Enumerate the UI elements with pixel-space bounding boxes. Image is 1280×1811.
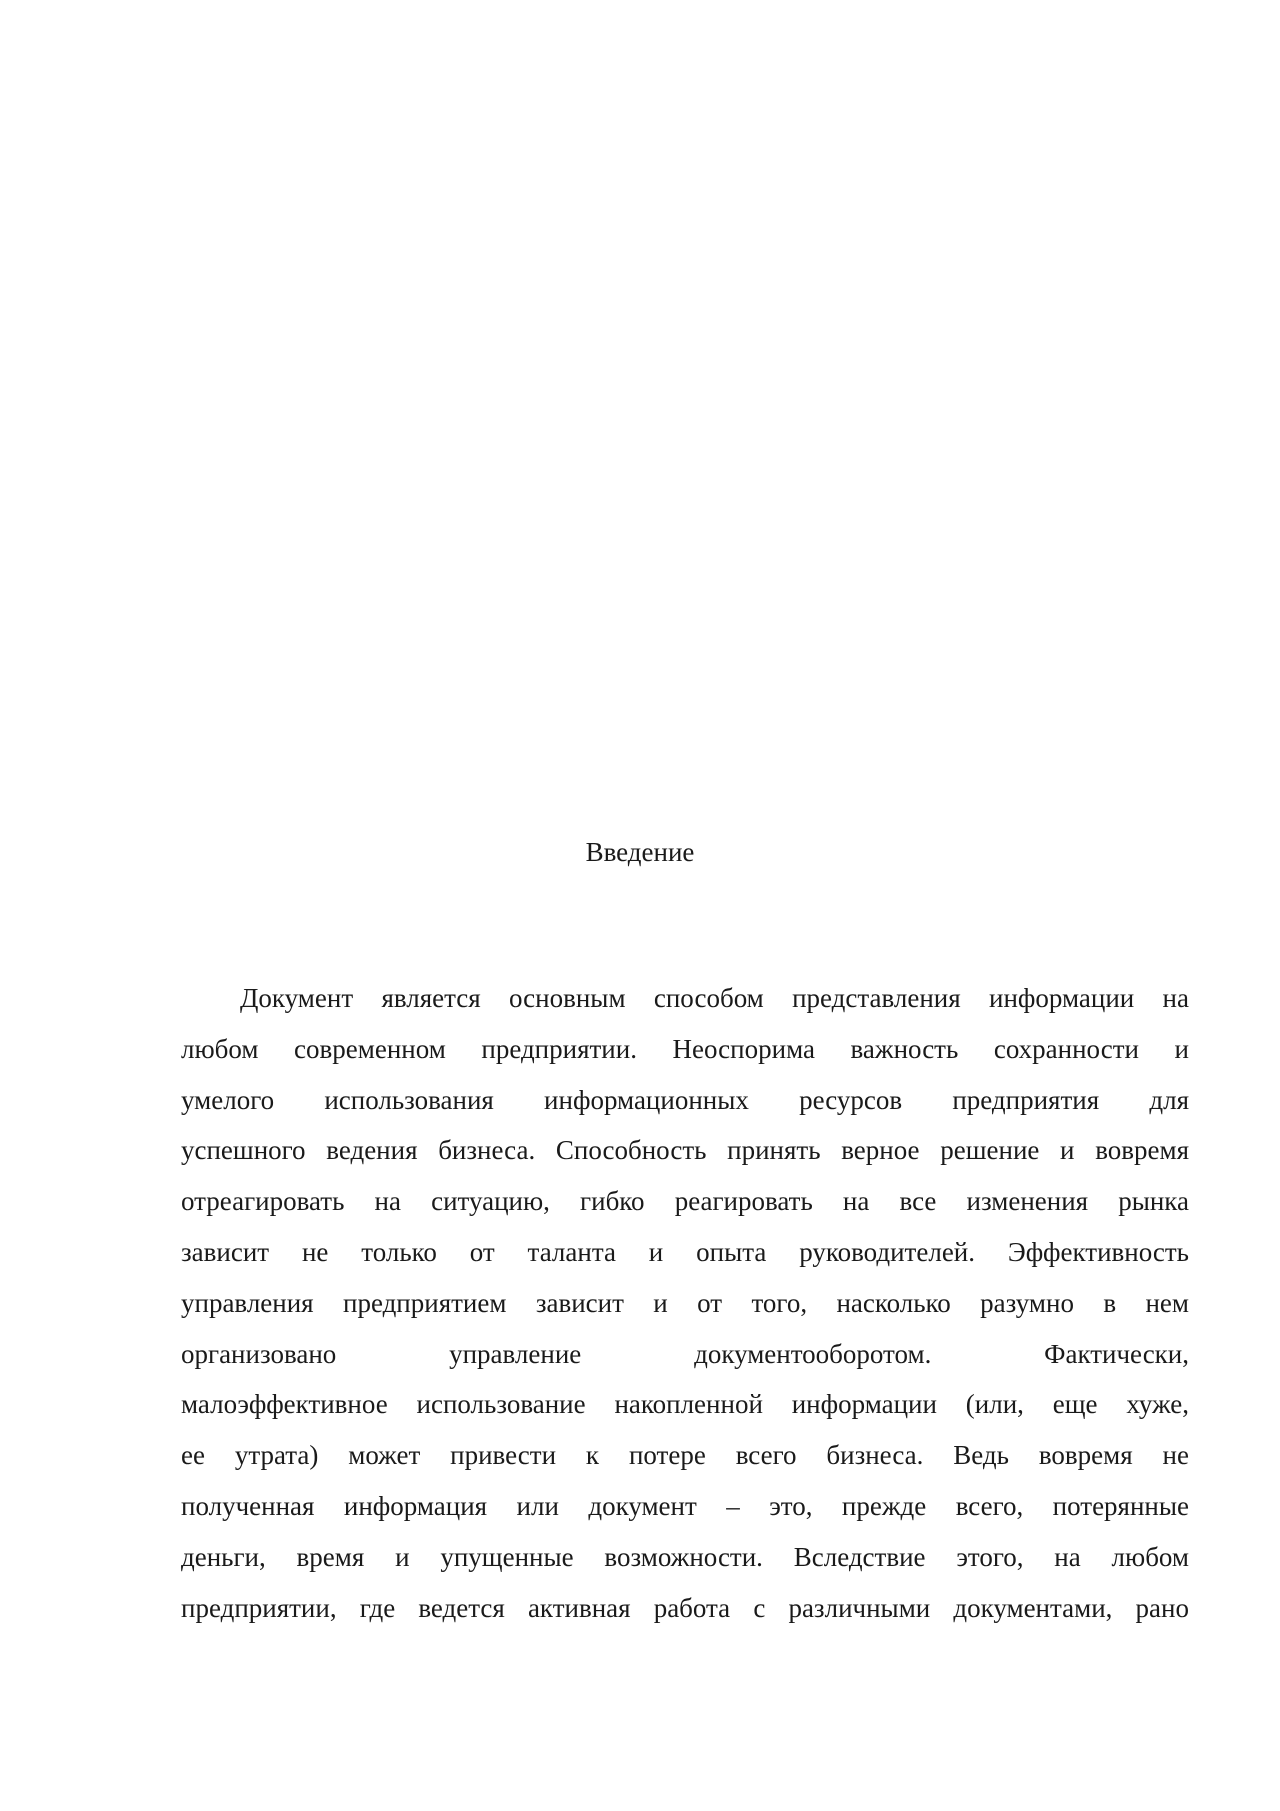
paragraph-line: любом современном предприятии. Неоспорима важность сохранности и <box>181 1033 1189 1064</box>
paragraph-line: зависит не только от таланта и опыта руководителей. Эффективность <box>181 1236 1189 1267</box>
paragraph-line: управления предприятием зависит и от того, насколько разумно в нем <box>181 1287 1189 1318</box>
paragraph-line: Документ является основным способом представления информации на <box>240 983 1189 1013</box>
paragraph-line: умелого использования информационных ресурсов предприятия для <box>181 1084 1189 1115</box>
paragraph-line: отреагировать на ситуацию, гибко реагировать на все изменения рынка <box>181 1186 1189 1217</box>
paragraph-line: предприятии, где ведется активная работа с различными документами, рано <box>181 1592 1189 1623</box>
section-heading: Введение <box>585 837 695 867</box>
paragraph-line: деньги, время и упущенные возможности. Вследствие этого, на любом <box>181 1541 1189 1572</box>
paragraph-line: организовано управление документооборотом. Фактически, <box>181 1338 1189 1369</box>
paragraph-line: малоэффективное использование накопленной информации (или, еще хуже, <box>181 1389 1189 1420</box>
body-paragraph <box>181 982 1189 1642</box>
paragraph-line: успешного ведения бизнеса. Способность принять верное решение и вовремя <box>181 1135 1189 1166</box>
paragraph-line: ее утрата) может привести к потере всего бизнеса. Ведь вовремя не <box>181 1440 1189 1471</box>
paragraph-line: полученная информация или документ – это, прежде всего, потерянные <box>181 1490 1189 1521</box>
